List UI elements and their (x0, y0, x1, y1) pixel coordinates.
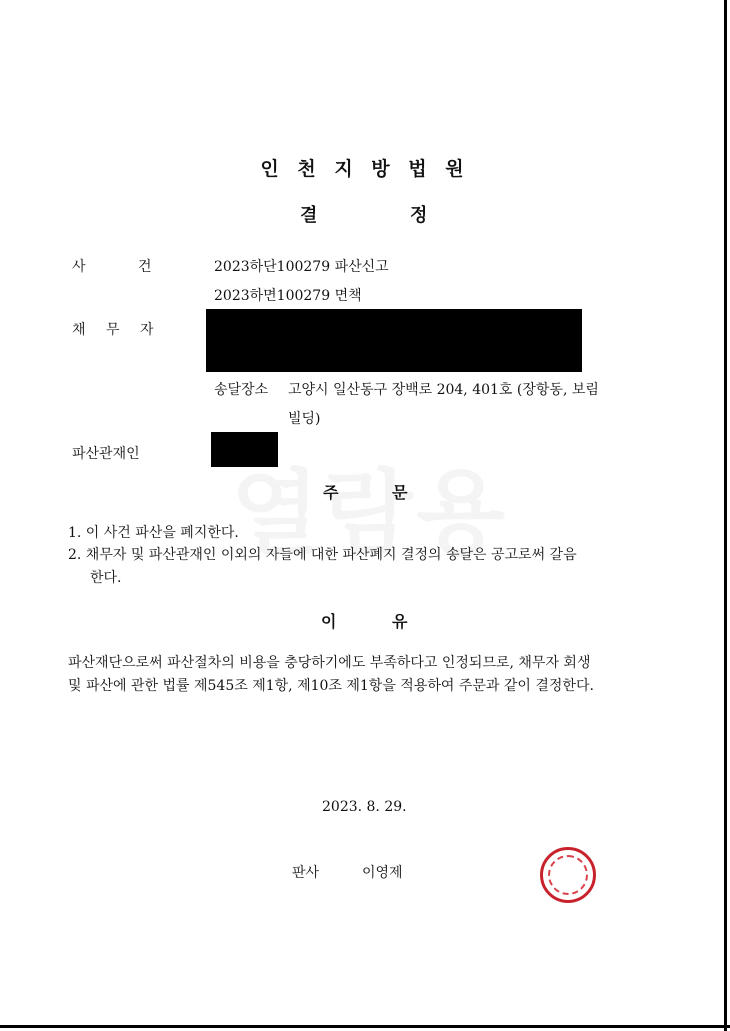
doc-title-char-1: 결 (300, 205, 318, 226)
judge-name: 이영제 (362, 865, 403, 881)
judge-seal-stamp (540, 847, 596, 903)
delivery-address-cont: 빌딩) (288, 411, 321, 427)
trustee-redaction (211, 432, 278, 467)
order-item-1: 1. 이 사건 파산을 폐지한다. (68, 525, 239, 541)
judge-title: 판사 (292, 865, 320, 881)
page-border-right (724, 0, 727, 1031)
case-label-2: 건 (138, 259, 152, 275)
case-label-1: 사 (72, 259, 86, 275)
order-item-2: 2. 채무자 및 파산관재인 이외의 자들에 대한 파산폐지 결정의 송달은 공고로써 갈음 (68, 547, 577, 563)
order-item-2-cont: 한다. (90, 570, 122, 586)
case-number-1: 2023하단100279 파산신고 (214, 259, 389, 275)
reason-line-2: 및 파산에 관한 법률 제545조 제1항, 제10조 제1항을 적용하여 주문과 같이 결정한다. (68, 678, 594, 694)
delivery-address: 고양시 일산동구 장백로 204, 401호 (장항동, 보림 (288, 382, 599, 398)
reason-heading-2: 유 (392, 612, 408, 631)
court-name: 인 천 지 방 법 원 (260, 158, 470, 180)
decision-date: 2023. 8. 29. (322, 799, 407, 815)
reason-line-1: 파산재단으로써 파산절차의 비용을 충당하기에도 부족하다고 인정되므로, 채무자 회생 (68, 655, 591, 671)
order-heading-1: 주 (323, 483, 339, 502)
debtor-label-1: 채 (72, 322, 86, 338)
debtor-label-3: 자 (140, 322, 154, 338)
debtor-label-2: 무 (106, 322, 120, 338)
trustee-label: 파산관재인 (72, 446, 140, 462)
seal-inner-ring (548, 855, 588, 895)
reason-heading-1: 이 (321, 612, 337, 631)
delivery-label: 송달장소 (214, 382, 269, 398)
order-heading-2: 문 (392, 483, 408, 502)
debtor-redaction (206, 309, 582, 372)
page-border-bottom (0, 1025, 730, 1028)
case-number-2: 2023하면100279 면책 (214, 288, 362, 304)
doc-title-char-2: 정 (410, 205, 428, 226)
